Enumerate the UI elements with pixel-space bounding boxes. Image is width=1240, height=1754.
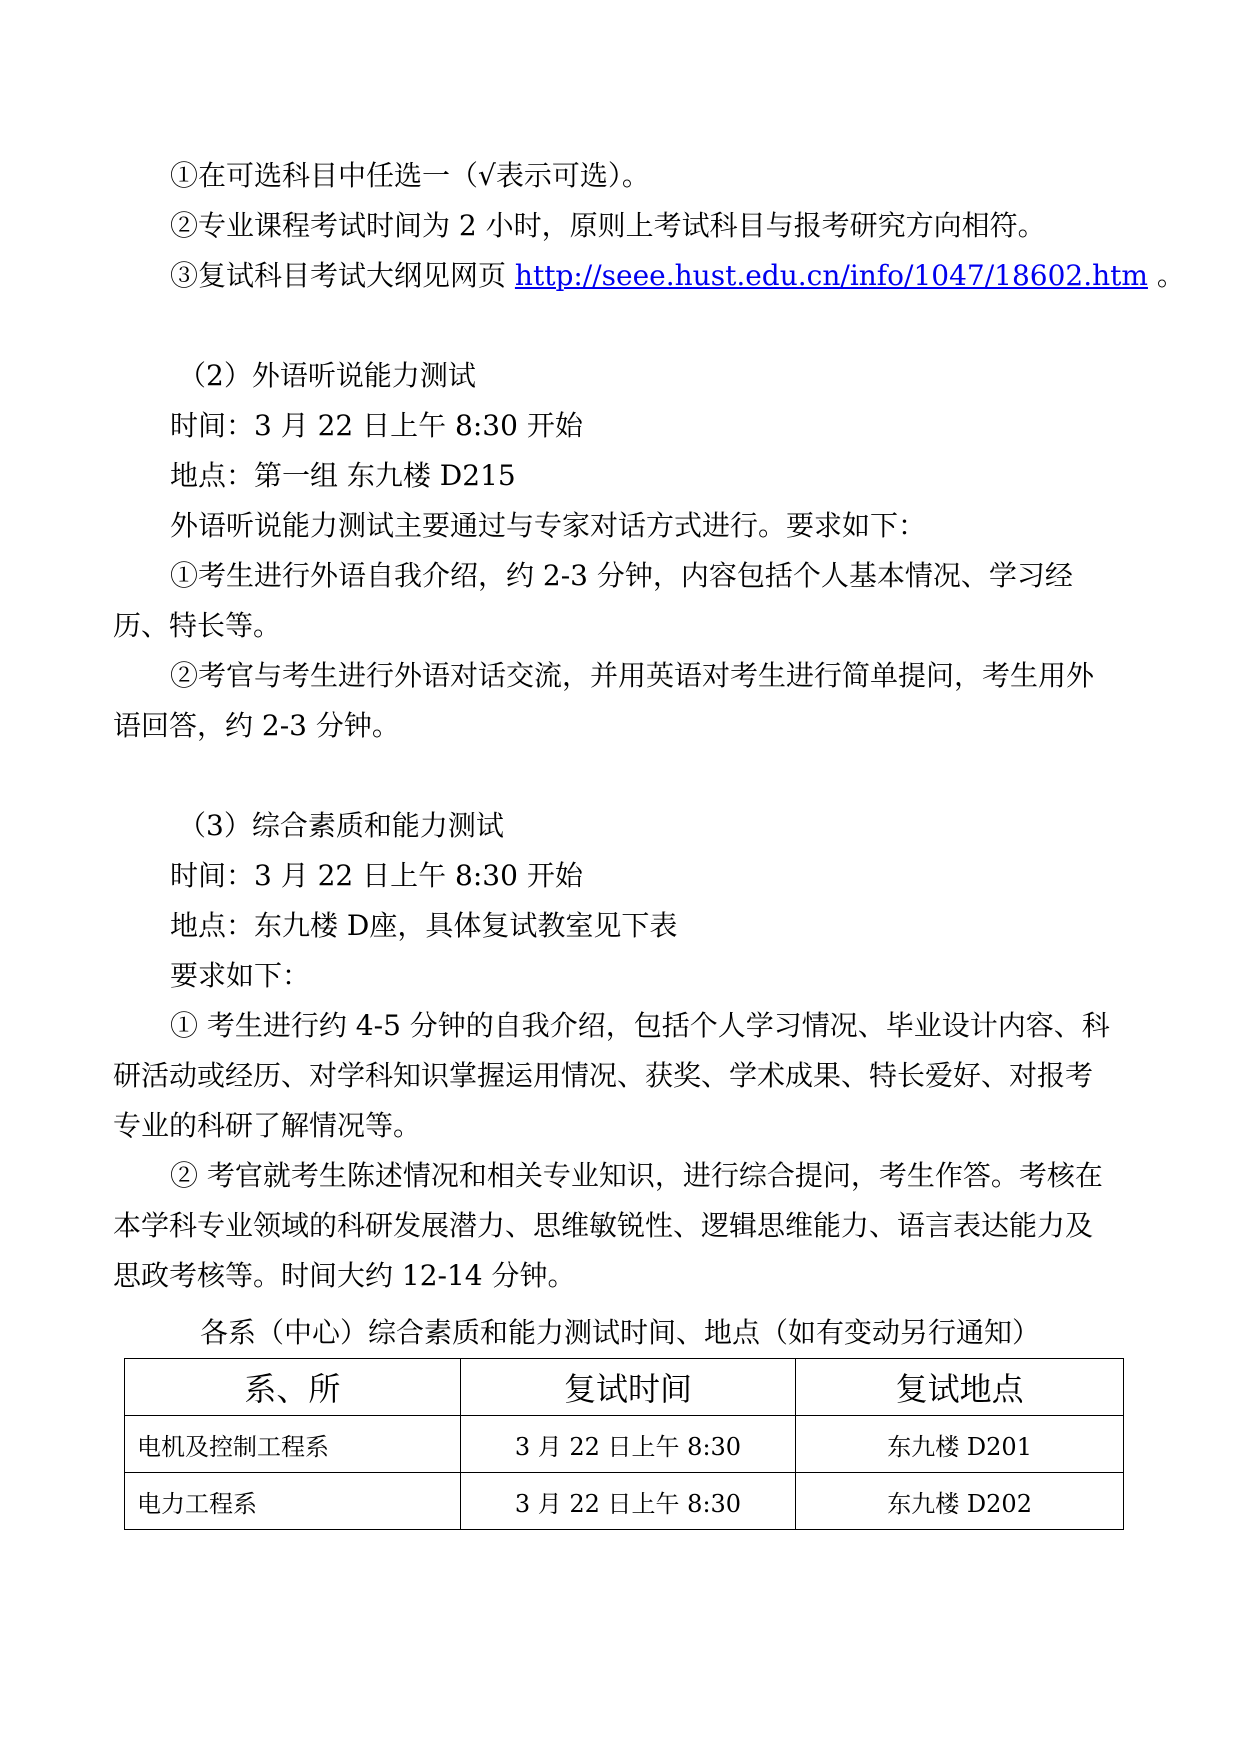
schedule-table [124, 1358, 1124, 1530]
section3-req2-line1: ② 考官就考生陈述情况和相关专业知识，进行综合提问，考生作答。考核在 [170, 1159, 1103, 1192]
section2-intro: 外语听说能力测试主要通过与专家对话方式进行。要求如下： [170, 509, 927, 542]
note-syllabus-prefix: ③复试科目考试大纲见网页 [170, 259, 515, 292]
cell-time: 3 月 22 日上午 8:30 [460, 1416, 796, 1473]
section2-req1-line2: 历、特长等。 [113, 609, 282, 642]
column-header-time: 复试时间 [460, 1359, 796, 1416]
section3-req2-line3: 思政考核等。时间大约 12-14 分钟。 [113, 1259, 576, 1292]
section2-heading: （2）外语听说能力测试 [178, 359, 476, 392]
section3-time: 时间：3 月 22 日上午 8:30 开始 [170, 859, 583, 892]
note-optional-subjects: ①在可选科目中任选一（√表示可选）。 [170, 159, 650, 192]
cell-department: 电机及控制工程系 [125, 1416, 461, 1473]
section3-heading: （3）综合素质和能力测试 [178, 809, 504, 842]
table-row [125, 1473, 1124, 1530]
cell-location: 东九楼 D202 [796, 1473, 1124, 1530]
section2-req1-line1: ①考生进行外语自我介绍，约 2-3 分钟，内容包括个人基本情况、学习经 [170, 559, 1073, 592]
section2-place: 地点：第一组 东九楼 D215 [170, 459, 516, 492]
table-row [125, 1416, 1124, 1473]
section2-req2-line1: ②考官与考生进行外语对话交流，并用英语对考生进行简单提问，考生用外 [170, 659, 1095, 692]
section2-req2-line2: 语回答，约 2-3 分钟。 [113, 709, 400, 742]
section3-place: 地点：东九楼 D座，具体复试教室见下表 [170, 909, 678, 942]
section2-time: 时间：3 月 22 日上午 8:30 开始 [170, 409, 583, 442]
section3-req1-line1: ① 考生进行约 4-5 分钟的自我介绍，包括个人学习情况、毕业设计内容、科 [170, 1009, 1110, 1042]
column-header-department: 系、所 [125, 1359, 461, 1416]
section3-req1-line3: 专业的科研了解情况等。 [113, 1109, 422, 1142]
table-header-row [125, 1359, 1124, 1416]
section3-req2-line2: 本学科专业领域的科研发展潜力、思维敏锐性、逻辑思维能力、语言表达能力及 [113, 1209, 1094, 1242]
section3-intro: 要求如下： [170, 959, 311, 992]
note-syllabus [170, 258, 1185, 294]
table-caption: 各系（中心）综合素质和能力测试时间、地点（如有变动另行通知） [199, 1316, 1040, 1349]
cell-time: 3 月 22 日上午 8:30 [460, 1473, 796, 1530]
note-syllabus-suffix: 。 [1147, 259, 1185, 292]
cell-location: 东九楼 D201 [796, 1416, 1124, 1473]
section3-req1-line2: 研活动或经历、对学科知识掌握运用情况、获奖、学术成果、特长爱好、对报考 [113, 1059, 1094, 1092]
note-exam-duration: ②专业课程考试时间为 2 小时，原则上考试科目与报考研究方向相符。 [170, 209, 1046, 242]
column-header-location: 复试地点 [796, 1359, 1124, 1416]
syllabus-link[interactable]: http://seee.hust.edu.cn/info/1047/18602.htm [514, 259, 1148, 292]
cell-department: 电力工程系 [125, 1473, 461, 1530]
